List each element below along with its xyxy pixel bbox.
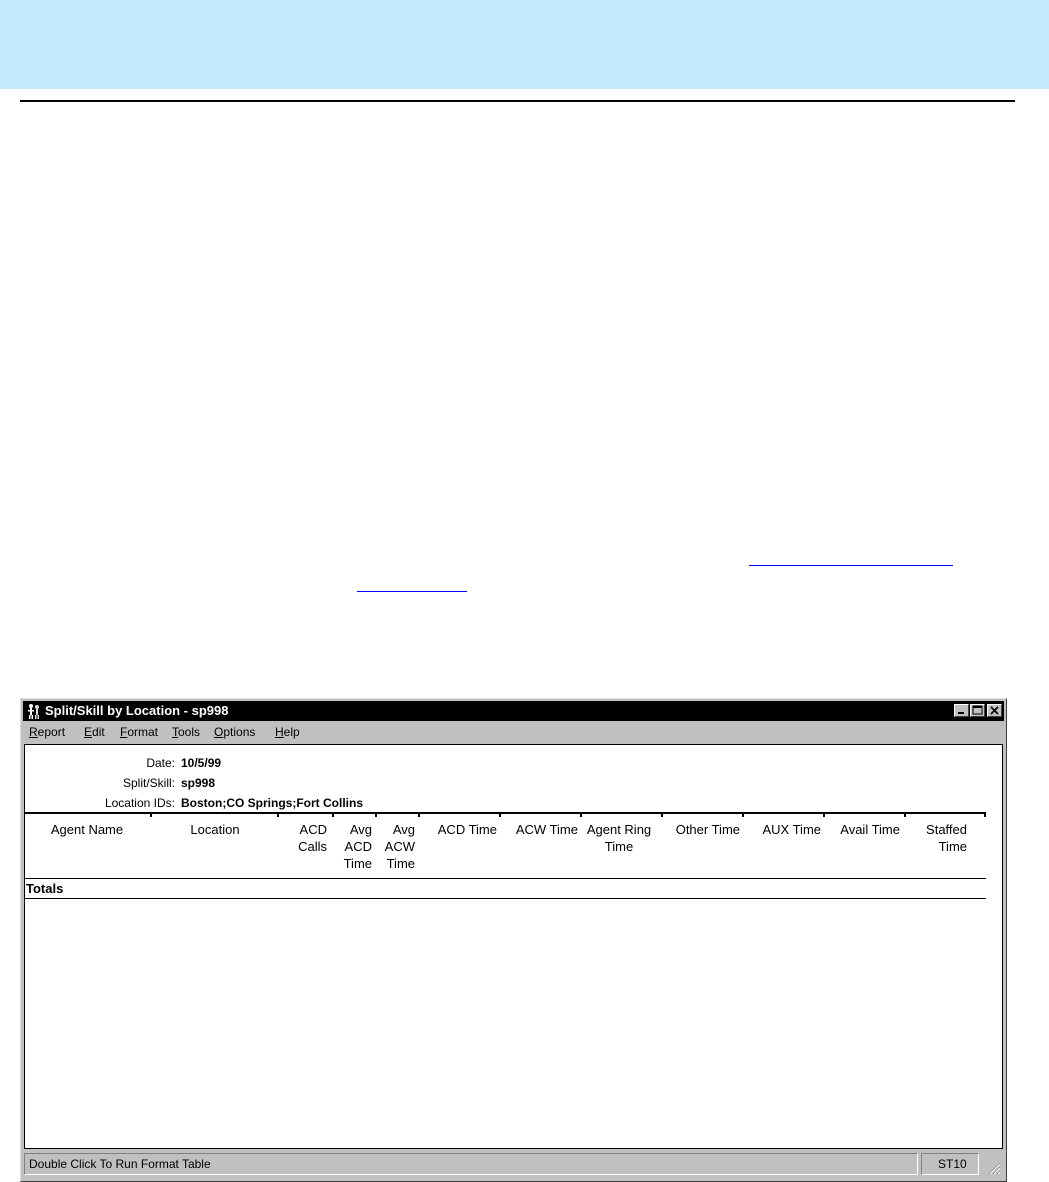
column-divider[interactable]	[742, 812, 744, 817]
totals-bottom-rule	[25, 898, 986, 899]
column-header-aux-time[interactable]: AUX Time	[762, 822, 821, 837]
column-header-avail-time[interactable]: Avail Time	[840, 822, 900, 837]
maximize-icon[interactable]	[970, 704, 985, 717]
menu-format[interactable]: Format	[120, 725, 159, 739]
menu-edit[interactable]: Edit	[84, 725, 105, 739]
column-header-staffed-time[interactable]: Staffed Time	[926, 822, 967, 854]
header-bottom-rule	[25, 878, 986, 879]
column-header-acd-time[interactable]: ACD Time	[437, 822, 497, 837]
link-underline-2[interactable]	[357, 591, 467, 592]
column-divider[interactable]	[375, 812, 377, 817]
column-divider[interactable]	[823, 812, 825, 817]
column-divider[interactable]	[150, 812, 152, 817]
page-header-band	[0, 0, 1049, 89]
column-divider[interactable]	[332, 812, 334, 817]
cms-people-icon	[26, 703, 42, 719]
column-divider[interactable]	[277, 812, 279, 817]
column-header-rule	[25, 812, 986, 814]
column-header-agent-ring-time[interactable]: Agent Ring Time	[586, 822, 652, 854]
resize-grip-icon[interactable]	[987, 1161, 1001, 1175]
minimize-icon[interactable]	[954, 704, 969, 717]
status-message: Double Click To Run Format Table	[24, 1153, 918, 1175]
report-area[interactable]	[24, 744, 1003, 1149]
close-icon[interactable]	[987, 704, 1002, 717]
location-ids-value: Boston;CO Springs;Fort Collins	[181, 796, 363, 810]
column-header-acd-calls[interactable]: ACD Calls	[298, 822, 327, 854]
column-header-avg-acw-time[interactable]: Avg ACW Time	[384, 822, 415, 871]
status-bar	[24, 1151, 1003, 1177]
location-ids-label: Location IDs:	[104, 796, 175, 810]
menu-bar	[23, 721, 1004, 742]
status-code: ST10	[921, 1153, 979, 1175]
menu-report[interactable]: Report	[29, 725, 66, 739]
column-divider[interactable]	[418, 812, 420, 817]
column-divider[interactable]	[499, 812, 501, 817]
menu-options[interactable]: Options	[214, 725, 256, 739]
date-label: Date:	[146, 756, 175, 770]
column-divider[interactable]	[580, 812, 582, 817]
column-divider[interactable]	[661, 812, 663, 817]
header-rule	[20, 100, 1015, 102]
link-underline-1[interactable]	[749, 565, 953, 566]
column-divider[interactable]	[984, 812, 986, 817]
column-header-acw-time[interactable]: ACW Time	[515, 822, 578, 837]
menu-tools[interactable]: Tools	[172, 725, 201, 739]
window-title: Split/Skill by Location - sp998	[45, 703, 229, 718]
column-header-other-time[interactable]: Other Time	[675, 822, 740, 837]
title-bar[interactable]	[23, 701, 1004, 721]
column-header-location[interactable]: Location	[190, 822, 240, 837]
split-skill-value: sp998	[181, 776, 216, 790]
column-header-agent-name[interactable]: Agent Name	[50, 822, 124, 837]
menu-help[interactable]: Help	[275, 725, 300, 739]
report-window	[20, 698, 1007, 1182]
column-divider[interactable]	[904, 812, 906, 817]
column-header-avg-acd-time[interactable]: Avg ACD Time	[343, 822, 372, 871]
date-value: 10/5/99	[181, 756, 222, 770]
split-skill-label: Split/Skill:	[122, 776, 175, 790]
totals-label: Totals	[26, 881, 64, 896]
